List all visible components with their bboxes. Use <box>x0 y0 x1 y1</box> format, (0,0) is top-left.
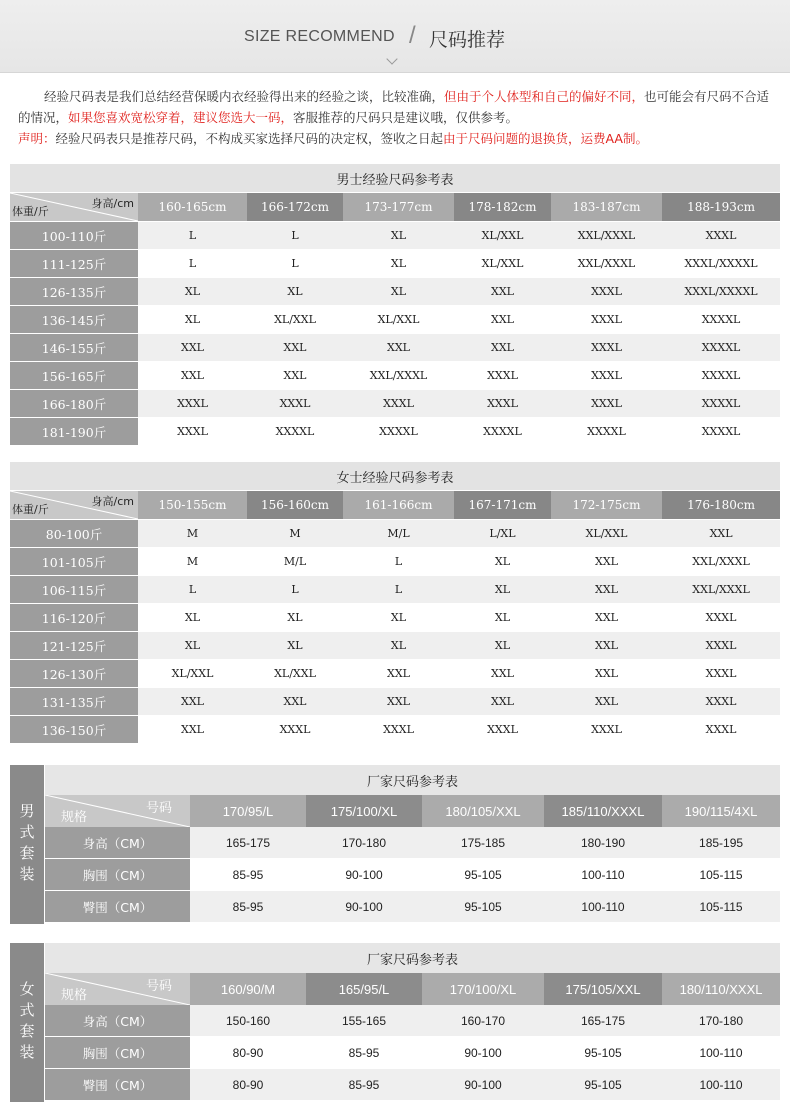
row-label: 181-190斤 <box>10 418 138 446</box>
size-cell: XXXXL <box>551 418 662 446</box>
size-cell: XXL <box>138 688 247 716</box>
size-cell: XL <box>138 278 247 306</box>
row-label: 100-110斤 <box>10 222 138 250</box>
size-cell: XL/XXL <box>454 222 551 250</box>
size-cell: XXXL <box>454 390 551 418</box>
table-row <box>45 1069 780 1101</box>
size-cell: 100-110 <box>662 1069 780 1101</box>
size-cell: XL/XXL <box>551 520 662 548</box>
corner-size-label: 号码 <box>145 979 172 994</box>
size-cell: XL <box>138 306 247 334</box>
column-header: 175/105/XXL <box>544 973 662 1005</box>
size-cell: 180-190 <box>544 827 662 859</box>
size-cell: XXL <box>454 334 551 362</box>
statement-warning: 由于尺码问题的退换货，运费AA制。 <box>443 131 648 146</box>
row-label: 胸围（CM） <box>45 1037 190 1069</box>
size-cell: L <box>247 222 343 250</box>
men-manufacturer-table <box>10 765 780 924</box>
size-cell: XXL/XXXL <box>551 250 662 278</box>
table-title: 厂家尺码参考表 <box>45 765 780 795</box>
size-cell: XXXL <box>551 716 662 744</box>
size-cell: XXXL <box>662 222 780 250</box>
column-header: 173-177cm <box>343 193 454 222</box>
size-cell: XXXL <box>662 632 780 660</box>
table-row <box>10 548 780 576</box>
table-row <box>45 1005 780 1037</box>
size-cell: L <box>138 250 247 278</box>
size-cell: XXXL <box>662 688 780 716</box>
size-cell: 90-100 <box>306 891 422 923</box>
size-cell: XXXL <box>662 660 780 688</box>
corner-weight-label: 体重/斤 <box>12 503 49 516</box>
table-row <box>10 306 780 334</box>
column-header: 178-182cm <box>454 193 551 222</box>
column-header: 165/95/L <box>306 973 422 1005</box>
size-cell: XXXXL <box>662 306 780 334</box>
table-row <box>10 576 780 604</box>
row-label: 111-125斤 <box>10 250 138 278</box>
intro-paragraph-2 <box>18 128 778 149</box>
size-cell: XXL <box>247 334 343 362</box>
table-title: 女士经验尺码参考表 <box>10 462 780 491</box>
size-cell: XXL <box>343 660 454 688</box>
size-cell: XL <box>247 604 343 632</box>
column-header: 176-180cm <box>662 491 780 520</box>
table-corner-cell <box>45 795 190 827</box>
size-cell: XL <box>454 632 551 660</box>
size-cell: XL <box>343 222 454 250</box>
women-manufacturer-table <box>10 943 780 1102</box>
intro-text-a: 经验尺码表是我们总结经营保暖内衣经验得出来的经验之谈，比较准确， <box>44 89 445 104</box>
side-label: 男式套装 <box>10 765 44 924</box>
row-label: 101-105斤 <box>10 548 138 576</box>
size-cell: XXXL <box>551 306 662 334</box>
column-header: 180/105/XXL <box>422 795 544 827</box>
size-cell: M <box>138 548 247 576</box>
table-row <box>10 390 780 418</box>
size-cell: 175-185 <box>422 827 544 859</box>
header-separator: / <box>409 22 416 49</box>
header-cn-title: 尺码推荐 <box>429 29 506 51</box>
size-cell: XL/XXL <box>247 660 343 688</box>
row-label: 臀围（CM） <box>45 1069 190 1101</box>
column-header: 161-166cm <box>343 491 454 520</box>
size-cell: 165-175 <box>544 1005 662 1037</box>
size-cell: XXL <box>454 278 551 306</box>
men-size-table <box>10 164 780 446</box>
table-row <box>10 604 780 632</box>
column-header: 175/100/XL <box>306 795 422 827</box>
size-cell: XXXL <box>343 716 454 744</box>
size-cell: XXXL <box>662 716 780 744</box>
size-cell: L <box>247 250 343 278</box>
size-cell: 105-115 <box>662 891 780 923</box>
size-cell: XXXL <box>551 334 662 362</box>
size-cell: L <box>138 576 247 604</box>
size-cell: XXL <box>551 576 662 604</box>
row-label: 80-100斤 <box>10 520 138 548</box>
size-cell: XXXL <box>247 390 343 418</box>
size-cell: XXL <box>662 520 780 548</box>
size-cell: M <box>247 520 343 548</box>
corner-spec-label: 规格 <box>61 810 88 825</box>
size-cell: 160-170 <box>422 1005 544 1037</box>
table-row <box>10 362 780 390</box>
row-label: 胸围（CM） <box>45 859 190 891</box>
size-cell: L <box>343 548 454 576</box>
size-cell: XL <box>343 250 454 278</box>
column-header: 166-172cm <box>247 193 343 222</box>
size-cell: XL/XXL <box>138 660 247 688</box>
size-cell: L <box>343 576 454 604</box>
row-label: 身高（CM） <box>45 1005 190 1037</box>
table-row <box>10 250 780 278</box>
column-header: 150-155cm <box>138 491 247 520</box>
size-cell: L <box>138 222 247 250</box>
column-header: 180/110/XXXL <box>662 973 780 1005</box>
size-cell: XXXL <box>551 390 662 418</box>
size-cell: 85-95 <box>190 859 306 891</box>
size-cell: XXL <box>454 306 551 334</box>
size-cell: XXL <box>454 660 551 688</box>
manufacturer-grid <box>45 765 780 923</box>
size-cell: XXL <box>138 334 247 362</box>
size-cell: XL <box>343 278 454 306</box>
size-cell: 90-100 <box>422 1037 544 1069</box>
table-corner-cell <box>10 193 138 222</box>
row-label: 身高（CM） <box>45 827 190 859</box>
row-label: 106-115斤 <box>10 576 138 604</box>
corner-height-label: 身高/cm <box>91 495 134 508</box>
column-header: 167-171cm <box>454 491 551 520</box>
column-header: 190/115/4XL <box>662 795 780 827</box>
size-cell: XXL <box>551 604 662 632</box>
size-cell: XL/XXL <box>247 306 343 334</box>
size-cell: 90-100 <box>422 1069 544 1101</box>
table-row <box>45 859 780 891</box>
table-header-row <box>10 193 780 222</box>
row-label: 121-125斤 <box>10 632 138 660</box>
size-cell: XXXL <box>138 390 247 418</box>
size-cell: XXL <box>343 688 454 716</box>
intro-paragraph-1 <box>18 86 778 128</box>
size-cell: XL <box>454 604 551 632</box>
size-cell: XL <box>343 604 454 632</box>
size-cell: XXL <box>247 362 343 390</box>
size-cell: XXXXL <box>662 334 780 362</box>
size-cell: XXL/XXXL <box>662 576 780 604</box>
size-cell: L <box>247 576 343 604</box>
size-cell: XXXXL <box>247 418 343 446</box>
size-cell: XXXL <box>343 390 454 418</box>
size-cell: XXL <box>138 362 247 390</box>
column-header: 172-175cm <box>551 491 662 520</box>
size-cell: XXXL <box>662 604 780 632</box>
manufacturer-grid <box>45 943 780 1101</box>
intro-text <box>18 86 778 149</box>
size-cell: 105-115 <box>662 859 780 891</box>
size-cell: 95-105 <box>422 891 544 923</box>
size-cell: M/L <box>247 548 343 576</box>
size-cell: 185-195 <box>662 827 780 859</box>
page-header <box>0 0 790 73</box>
row-label: 臀围（CM） <box>45 891 190 923</box>
size-cell: XXL/XXXL <box>662 548 780 576</box>
column-header: 170/95/L <box>190 795 306 827</box>
size-cell: XXL <box>454 688 551 716</box>
table-row <box>10 278 780 306</box>
size-cell: L/XL <box>454 520 551 548</box>
intro-warning-1: 但由于个人体型和自己的偏好不同， <box>444 89 645 104</box>
size-cell: XXXL <box>247 716 343 744</box>
side-label: 女式套装 <box>10 943 44 1102</box>
row-label: 131-135斤 <box>10 688 138 716</box>
size-cell: XL/XXL <box>454 250 551 278</box>
size-cell: 170-180 <box>662 1005 780 1037</box>
size-cell: 80-90 <box>190 1069 306 1101</box>
table-row <box>10 222 780 250</box>
size-cell: XXXL <box>138 418 247 446</box>
table-corner-cell <box>45 973 190 1005</box>
column-header: 185/110/XXXL <box>544 795 662 827</box>
size-cell: 170-180 <box>306 827 422 859</box>
size-cell: XXXL <box>454 716 551 744</box>
table-header-row <box>10 491 780 520</box>
table-row <box>10 688 780 716</box>
size-cell: XXL <box>551 688 662 716</box>
size-cell: 95-105 <box>422 859 544 891</box>
column-header: 160/90/M <box>190 973 306 1005</box>
size-cell: 95-105 <box>544 1037 662 1069</box>
row-label: 146-155斤 <box>10 334 138 362</box>
table-row <box>45 827 780 859</box>
size-cell: XXXL/XXXXL <box>662 250 780 278</box>
size-cell: XXL <box>343 334 454 362</box>
table-corner-cell <box>10 491 138 520</box>
size-cell: XL <box>247 278 343 306</box>
size-cell: 100-110 <box>662 1037 780 1069</box>
size-cell: XXXXL <box>662 390 780 418</box>
size-cell: 90-100 <box>306 859 422 891</box>
size-cell: XXXXL <box>454 418 551 446</box>
size-cell: XL <box>138 604 247 632</box>
size-cell: 100-110 <box>544 891 662 923</box>
intro-warning-2: 如果您喜欢宽松穿着，建议您选大一码， <box>68 110 294 125</box>
column-header: 156-160cm <box>247 491 343 520</box>
size-cell: XXXXL <box>662 362 780 390</box>
size-cell: XXXL <box>454 362 551 390</box>
table-header-row <box>45 795 780 827</box>
size-cell: XXL <box>138 716 247 744</box>
intro-text-c: 客服推荐的尺码只是建议哦，仅供参考。 <box>293 110 519 125</box>
women-size-table <box>10 462 780 744</box>
statement-text: 经验尺码表只是推荐尺码，不构成买家选择尺码的决定权，签收之日起 <box>55 131 444 146</box>
table-row <box>45 891 780 923</box>
size-cell: M <box>138 520 247 548</box>
table-row <box>10 632 780 660</box>
column-header: 188-193cm <box>662 193 780 222</box>
size-cell: 100-110 <box>544 859 662 891</box>
column-header: 183-187cm <box>551 193 662 222</box>
row-label: 166-180斤 <box>10 390 138 418</box>
chevron-down-icon <box>386 53 397 64</box>
row-label: 136-145斤 <box>10 306 138 334</box>
size-cell: XXXL <box>551 362 662 390</box>
corner-size-label: 号码 <box>145 801 172 816</box>
corner-height-label: 身高/cm <box>91 197 134 210</box>
size-cell: XL <box>454 548 551 576</box>
table-row <box>10 418 780 446</box>
table-row <box>10 716 780 744</box>
size-cell: XL/XXL <box>343 306 454 334</box>
corner-spec-label: 规格 <box>61 988 88 1003</box>
size-cell: 85-95 <box>306 1069 422 1101</box>
size-cell: 150-160 <box>190 1005 306 1037</box>
table-row <box>10 334 780 362</box>
size-cell: XXL <box>551 660 662 688</box>
table-row <box>10 660 780 688</box>
size-cell: XL <box>454 576 551 604</box>
corner-weight-label: 体重/斤 <box>12 205 49 218</box>
size-cell: XXL/XXXL <box>551 222 662 250</box>
size-cell: XXL <box>551 632 662 660</box>
column-header: 160-165cm <box>138 193 247 222</box>
size-cell: 165-175 <box>190 827 306 859</box>
intro-text-b: 也可能会有尺码不合适的情况， <box>18 89 770 125</box>
table-header-row <box>45 973 780 1005</box>
row-label: 116-120斤 <box>10 604 138 632</box>
row-label: 136-150斤 <box>10 716 138 744</box>
size-cell: 95-105 <box>544 1069 662 1101</box>
table-title: 厂家尺码参考表 <box>45 943 780 973</box>
size-cell: XXL/XXXL <box>343 362 454 390</box>
table-row <box>45 1037 780 1069</box>
table-title: 男士经验尺码参考表 <box>10 164 780 193</box>
statement-label: 声明： <box>18 131 56 146</box>
size-cell: 155-165 <box>306 1005 422 1037</box>
size-cell: XXL <box>551 548 662 576</box>
size-cell: XL <box>343 632 454 660</box>
size-cell: 85-95 <box>190 891 306 923</box>
size-cell: XXXL <box>551 278 662 306</box>
size-cell: XXXL/XXXXL <box>662 278 780 306</box>
size-cell: XXXXL <box>343 418 454 446</box>
size-cell: XXXXL <box>662 418 780 446</box>
size-cell: M/L <box>343 520 454 548</box>
size-cell: XL <box>247 632 343 660</box>
column-header: 170/100/XL <box>422 973 544 1005</box>
row-label: 126-135斤 <box>10 278 138 306</box>
row-label: 126-130斤 <box>10 660 138 688</box>
size-cell: 80-90 <box>190 1037 306 1069</box>
table-row <box>10 520 780 548</box>
size-cell: 85-95 <box>306 1037 422 1069</box>
size-cell: XXL <box>247 688 343 716</box>
row-label: 156-165斤 <box>10 362 138 390</box>
header-en-title: SIZE RECOMMEND <box>244 28 395 45</box>
size-cell: XL <box>138 632 247 660</box>
